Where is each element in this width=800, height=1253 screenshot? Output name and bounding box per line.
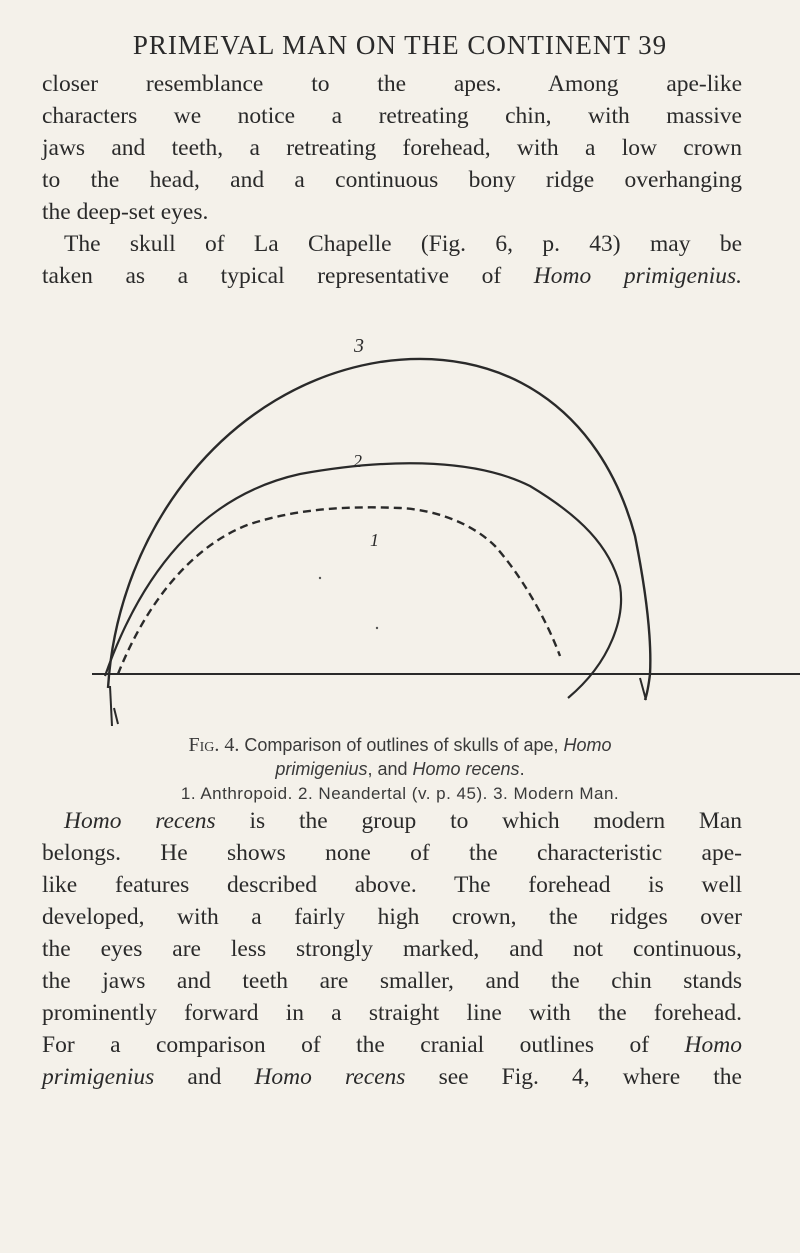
jaw-mark (110, 686, 112, 726)
running-head (0, 30, 800, 61)
paragraph-text: and (154, 1064, 255, 1090)
paragraph-line: prominently forward in a straight line with the forehead. (42, 1000, 742, 1026)
paragraph-line: belongs. He shows none of the characteristic ape- (42, 840, 742, 866)
paragraph-line: jaws and teeth, a retreating forehead, with a low crown (42, 135, 742, 161)
caption-line-2 (0, 757, 800, 781)
paragraph-2 (42, 805, 742, 1093)
caption-text: , and (367, 759, 413, 779)
paragraph-text: taken as a typical representative of (42, 263, 534, 289)
paragraph-line: characters we notice a retreating chin, with massive (42, 103, 742, 129)
paragraph-line: developed, with a fairly high crown, the ridges over (42, 904, 742, 930)
figure-caption (0, 733, 800, 781)
outline-neandertal (105, 463, 621, 698)
label-2: 2 (353, 451, 362, 471)
species-name: Homo (684, 1032, 742, 1058)
running-head-title: PRIMEVAL MAN ON THE CONTINENT (132, 30, 631, 60)
paragraph-line (42, 805, 742, 837)
paragraph-line: The skull of La Chapelle (Fig. 6, p. 43) may be (64, 231, 742, 257)
caption-text: . (519, 759, 525, 779)
species-name: primigenius (42, 1064, 155, 1090)
outline-modern-man (108, 359, 650, 700)
paragraph-text: For a comparison of the cranial outlines of (42, 1032, 685, 1058)
paragraph-line: the deep-set eyes. (42, 199, 209, 225)
paragraph-line: the jaws and teeth are smaller, and the chin stands (42, 968, 742, 994)
label-3: 3 (354, 335, 364, 357)
caption-text: Comparison of outlines of skulls of ape, (239, 735, 564, 755)
figure-legend: 1. Anthropoid. 2. Neandertal (v. p. 45). 3. Modern Man. (180, 784, 620, 803)
species-name: Homo primigenius. (533, 263, 742, 289)
paragraph-1 (42, 68, 742, 292)
caption-line-1 (0, 733, 800, 757)
jaw-mark (114, 708, 118, 724)
paragraph-line (42, 1061, 742, 1093)
label-1: 1 (370, 530, 379, 550)
paragraph-line: to the head, and a continuous bony ridge overhanging (42, 167, 742, 193)
paragraph-line (42, 260, 742, 292)
paragraph-line (42, 1029, 742, 1061)
species-name: Homo recens (64, 808, 216, 834)
page-number: 39 (638, 30, 668, 60)
paragraph-text: is the group to which modern Man (215, 808, 743, 834)
jaw-mark (640, 678, 646, 700)
paragraph-text: see Fig. 4, where the (405, 1064, 742, 1090)
paragraph-line: the eyes are less strongly marked, and not continuous, (42, 936, 742, 962)
skull-outline-diagram (0, 316, 800, 726)
caption-species: Homo (563, 735, 612, 755)
paragraph-line: closer resemblance to the apes. Among ape-like (42, 71, 742, 97)
outline-anthropoid (118, 507, 560, 674)
speck (376, 627, 378, 629)
caption-species: primigenius (275, 759, 368, 779)
species-name: Homo recens (254, 1064, 406, 1090)
speck (319, 577, 321, 579)
caption-fig-label: Fig. 4. (188, 734, 240, 756)
paragraph-line: like features described above. The forehead is well (42, 872, 742, 898)
skull-outline-figure (0, 316, 800, 726)
caption-species: Homo recens (412, 759, 520, 779)
